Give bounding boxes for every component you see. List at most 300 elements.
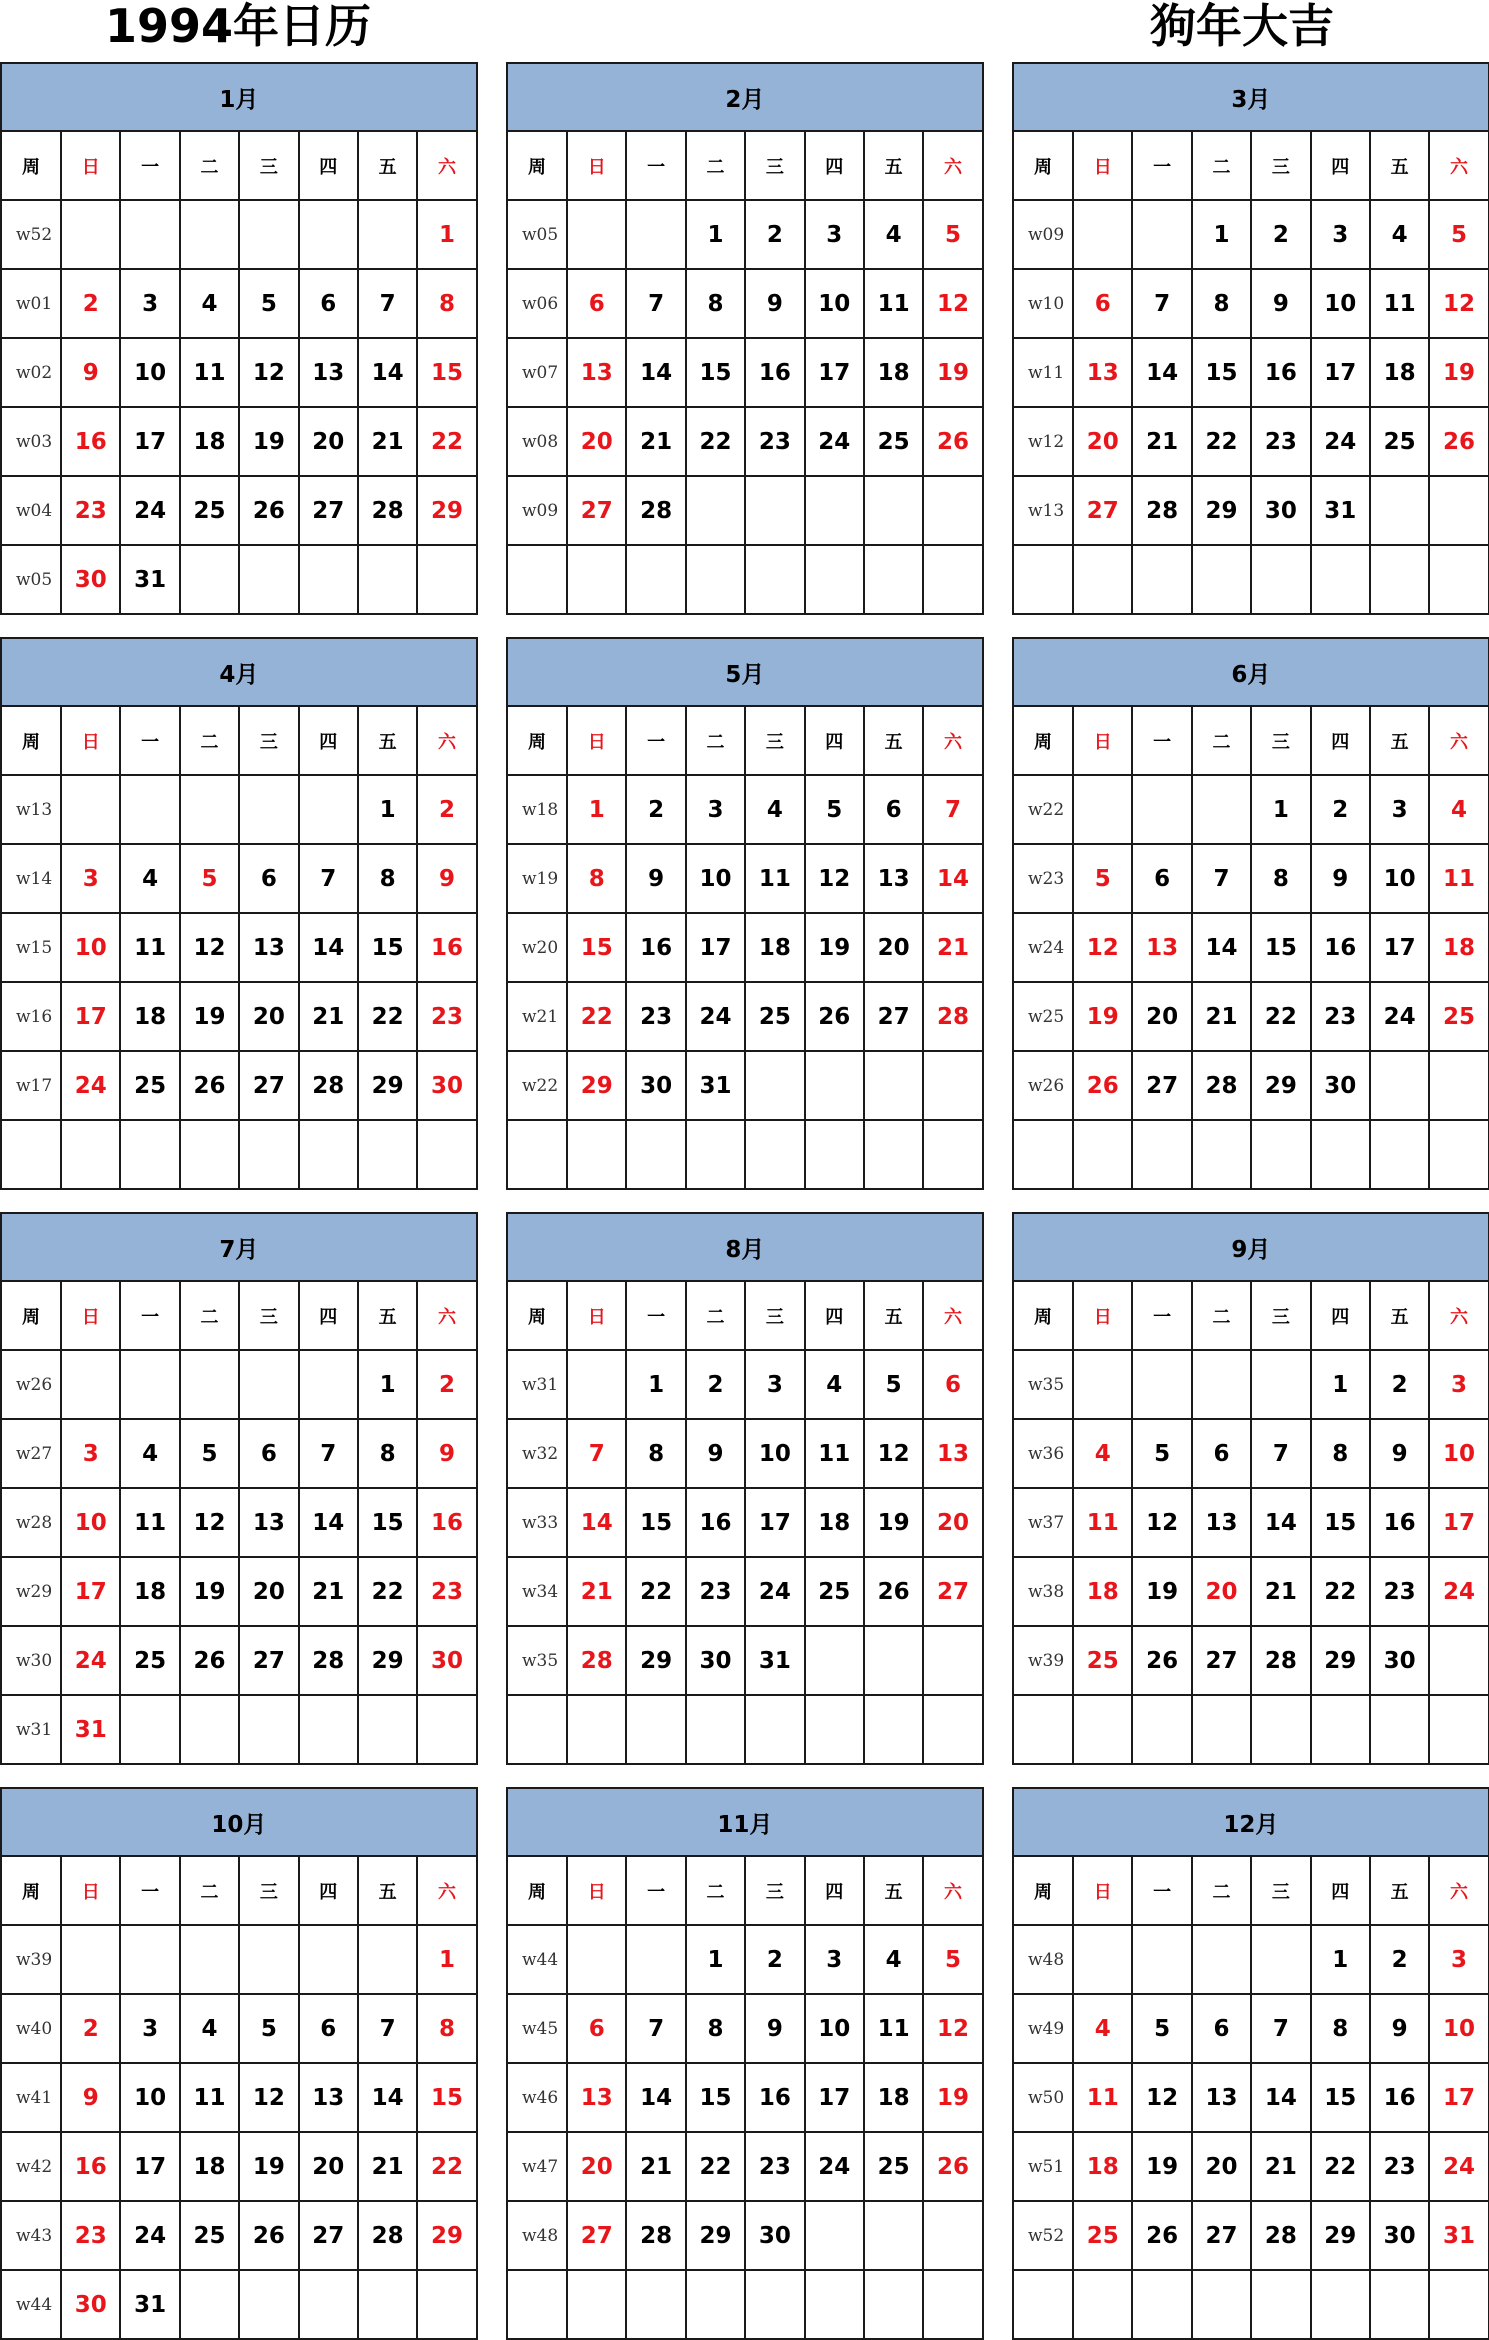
day-cell bbox=[239, 200, 298, 269]
day-cell: 19 bbox=[864, 1488, 923, 1557]
day-cell: 11 bbox=[1429, 844, 1488, 913]
day-cell: 4 bbox=[1429, 775, 1488, 844]
week-number: w46 bbox=[507, 2063, 567, 2132]
weekday-header: 日 bbox=[61, 1281, 120, 1350]
day-cell: 26 bbox=[180, 1626, 239, 1695]
weekday-header: 六 bbox=[417, 706, 476, 775]
day-cell: 8 bbox=[686, 269, 745, 338]
week-row bbox=[1013, 1925, 1489, 1994]
day-cell: 12 bbox=[1073, 913, 1132, 982]
day-cell: 27 bbox=[1192, 1626, 1251, 1695]
day-cell: 2 bbox=[61, 269, 120, 338]
day-cell: 28 bbox=[299, 1626, 358, 1695]
day-cell: 22 bbox=[686, 2132, 745, 2201]
week-number: w31 bbox=[507, 1350, 567, 1419]
week-row bbox=[507, 2270, 983, 2339]
day-cell: 29 bbox=[686, 2201, 745, 2270]
day-cell: 30 bbox=[61, 545, 120, 614]
week-row bbox=[1013, 2270, 1489, 2339]
day-cell: 5 bbox=[923, 1925, 982, 1994]
weekday-header: 六 bbox=[1429, 706, 1488, 775]
day-cell: 24 bbox=[61, 1051, 120, 1120]
day-cell: 10 bbox=[120, 338, 179, 407]
day-cell: 6 bbox=[299, 269, 358, 338]
day-cell: 1 bbox=[626, 1350, 685, 1419]
day-cell: 16 bbox=[1311, 913, 1370, 982]
day-cell bbox=[1073, 1695, 1132, 1764]
day-cell: 5 bbox=[923, 200, 982, 269]
weekday-header: 三 bbox=[745, 1281, 804, 1350]
month-name: 9月 bbox=[1013, 1213, 1489, 1281]
day-cell bbox=[567, 1350, 626, 1419]
weekday-header: 六 bbox=[417, 131, 476, 200]
week-number: w19 bbox=[507, 844, 567, 913]
week-number: w35 bbox=[1013, 1350, 1073, 1419]
day-cell: 12 bbox=[923, 269, 982, 338]
month-name: 5月 bbox=[507, 638, 983, 706]
day-cell: 25 bbox=[180, 476, 239, 545]
day-cell: 22 bbox=[417, 407, 476, 476]
day-cell: 16 bbox=[745, 2063, 804, 2132]
week-row bbox=[507, 1419, 983, 1488]
day-cell: 4 bbox=[745, 775, 804, 844]
day-cell: 27 bbox=[864, 982, 923, 1051]
week-number: w08 bbox=[507, 407, 567, 476]
day-cell: 18 bbox=[864, 338, 923, 407]
day-cell: 28 bbox=[358, 476, 417, 545]
week-number-header: 周 bbox=[1, 131, 61, 200]
day-cell: 19 bbox=[923, 2063, 982, 2132]
weekday-header: 日 bbox=[567, 1856, 626, 1925]
day-cell: 30 bbox=[1311, 1051, 1370, 1120]
day-cell: 3 bbox=[120, 269, 179, 338]
month-calendar bbox=[506, 1787, 982, 2330]
day-cell: 4 bbox=[120, 1419, 179, 1488]
week-number bbox=[1013, 1695, 1073, 1764]
day-cell: 6 bbox=[299, 1994, 358, 2063]
week-row bbox=[507, 2063, 983, 2132]
weekday-header: 五 bbox=[864, 1856, 923, 1925]
week-row bbox=[1, 2201, 477, 2270]
day-cell: 6 bbox=[1192, 1994, 1251, 2063]
day-cell: 6 bbox=[567, 269, 626, 338]
month-table bbox=[1012, 637, 1489, 1190]
weekday-header: 一 bbox=[1132, 131, 1191, 200]
day-cell: 22 bbox=[1192, 407, 1251, 476]
day-cell: 6 bbox=[923, 1350, 982, 1419]
calendar-title: 1994年日历 bbox=[105, 0, 372, 53]
week-row bbox=[507, 844, 983, 913]
day-cell: 9 bbox=[61, 338, 120, 407]
day-cell: 25 bbox=[864, 407, 923, 476]
weekday-header: 三 bbox=[745, 706, 804, 775]
day-cell bbox=[61, 1925, 120, 1994]
week-row bbox=[1013, 2063, 1489, 2132]
day-cell: 2 bbox=[1370, 1925, 1429, 1994]
week-number: w18 bbox=[507, 775, 567, 844]
month-table bbox=[506, 1787, 984, 2340]
week-row bbox=[1013, 775, 1489, 844]
day-cell: 10 bbox=[1370, 844, 1429, 913]
week-row bbox=[1013, 1994, 1489, 2063]
day-cell: 16 bbox=[1370, 1488, 1429, 1557]
week-number: w07 bbox=[507, 338, 567, 407]
day-cell: 29 bbox=[1251, 1051, 1310, 1120]
week-row bbox=[507, 269, 983, 338]
day-cell bbox=[299, 775, 358, 844]
day-cell: 26 bbox=[239, 476, 298, 545]
day-cell bbox=[239, 1695, 298, 1764]
day-cell: 23 bbox=[745, 407, 804, 476]
day-cell: 12 bbox=[864, 1419, 923, 1488]
day-cell bbox=[864, 1695, 923, 1764]
month-name: 12月 bbox=[1013, 1788, 1489, 1856]
day-cell bbox=[1251, 1925, 1310, 1994]
day-cell: 8 bbox=[1311, 1419, 1370, 1488]
day-cell bbox=[299, 545, 358, 614]
day-cell: 15 bbox=[417, 338, 476, 407]
day-cell bbox=[567, 1120, 626, 1189]
day-cell: 19 bbox=[1073, 982, 1132, 1051]
weekday-header: 三 bbox=[239, 1856, 298, 1925]
day-cell: 12 bbox=[1132, 2063, 1191, 2132]
day-cell bbox=[805, 1120, 864, 1189]
day-cell: 20 bbox=[299, 407, 358, 476]
weekday-header: 四 bbox=[1311, 706, 1370, 775]
day-cell bbox=[745, 1120, 804, 1189]
day-cell: 5 bbox=[805, 775, 864, 844]
day-cell: 11 bbox=[864, 269, 923, 338]
day-cell bbox=[1073, 1925, 1132, 1994]
weekday-header: 一 bbox=[1132, 1281, 1191, 1350]
day-cell bbox=[626, 1120, 685, 1189]
day-cell: 25 bbox=[1073, 1626, 1132, 1695]
week-number: w22 bbox=[1013, 775, 1073, 844]
day-cell: 14 bbox=[626, 2063, 685, 2132]
day-cell: 3 bbox=[61, 1419, 120, 1488]
day-cell: 17 bbox=[745, 1488, 804, 1557]
month-calendar bbox=[0, 62, 476, 605]
week-number: w20 bbox=[507, 913, 567, 982]
day-cell: 25 bbox=[745, 982, 804, 1051]
day-cell: 17 bbox=[1370, 913, 1429, 982]
day-cell: 12 bbox=[1429, 269, 1488, 338]
week-number: w17 bbox=[1, 1051, 61, 1120]
month-table bbox=[0, 1787, 478, 2340]
day-cell: 13 bbox=[1192, 2063, 1251, 2132]
day-cell bbox=[1429, 1120, 1488, 1189]
day-cell: 20 bbox=[1192, 2132, 1251, 2201]
day-cell: 2 bbox=[61, 1994, 120, 2063]
day-cell: 18 bbox=[120, 1557, 179, 1626]
day-cell: 27 bbox=[567, 2201, 626, 2270]
weekday-header: 四 bbox=[805, 1281, 864, 1350]
week-row bbox=[1, 982, 477, 1051]
day-cell: 21 bbox=[299, 982, 358, 1051]
day-cell bbox=[923, 2201, 982, 2270]
day-cell: 1 bbox=[1311, 1350, 1370, 1419]
day-cell: 4 bbox=[864, 1925, 923, 1994]
day-cell: 17 bbox=[805, 338, 864, 407]
week-number: w49 bbox=[1013, 1994, 1073, 2063]
weekday-header: 二 bbox=[1192, 131, 1251, 200]
month-name: 11月 bbox=[507, 1788, 983, 1856]
day-cell: 28 bbox=[1251, 2201, 1310, 2270]
week-row bbox=[1013, 1626, 1489, 1695]
day-cell: 24 bbox=[745, 1557, 804, 1626]
day-cell: 26 bbox=[864, 1557, 923, 1626]
day-cell: 8 bbox=[1192, 269, 1251, 338]
weekday-header: 四 bbox=[1311, 1281, 1370, 1350]
day-cell bbox=[686, 2270, 745, 2339]
day-cell: 25 bbox=[864, 2132, 923, 2201]
week-number-header: 周 bbox=[1, 1281, 61, 1350]
weekday-header: 二 bbox=[686, 1281, 745, 1350]
day-cell: 1 bbox=[358, 775, 417, 844]
day-cell: 11 bbox=[180, 338, 239, 407]
day-cell: 15 bbox=[567, 913, 626, 982]
day-cell: 23 bbox=[1251, 407, 1310, 476]
day-cell: 13 bbox=[567, 338, 626, 407]
weekday-header: 五 bbox=[358, 131, 417, 200]
week-row bbox=[507, 1350, 983, 1419]
day-cell: 27 bbox=[923, 1557, 982, 1626]
day-cell: 14 bbox=[299, 1488, 358, 1557]
day-cell bbox=[626, 1695, 685, 1764]
weekday-header: 日 bbox=[61, 1856, 120, 1925]
day-cell bbox=[1370, 545, 1429, 614]
weekday-header: 日 bbox=[1073, 131, 1132, 200]
day-cell bbox=[358, 545, 417, 614]
day-cell: 2 bbox=[417, 1350, 476, 1419]
day-cell: 1 bbox=[567, 775, 626, 844]
day-cell: 3 bbox=[686, 775, 745, 844]
day-cell bbox=[120, 200, 179, 269]
weekday-header: 四 bbox=[299, 1281, 358, 1350]
week-number-header: 周 bbox=[507, 706, 567, 775]
week-row bbox=[1013, 2132, 1489, 2201]
week-number bbox=[507, 1120, 567, 1189]
weekday-header: 二 bbox=[686, 131, 745, 200]
day-cell: 28 bbox=[1251, 1626, 1310, 1695]
day-cell: 9 bbox=[61, 2063, 120, 2132]
day-cell bbox=[1192, 1695, 1251, 1764]
day-cell: 13 bbox=[239, 1488, 298, 1557]
day-cell: 11 bbox=[745, 844, 804, 913]
weekday-header: 二 bbox=[686, 1856, 745, 1925]
day-cell bbox=[567, 2270, 626, 2339]
day-cell: 20 bbox=[567, 407, 626, 476]
day-cell: 21 bbox=[626, 2132, 685, 2201]
day-cell: 15 bbox=[626, 1488, 685, 1557]
week-row bbox=[1, 269, 477, 338]
month-name: 8月 bbox=[507, 1213, 983, 1281]
day-cell: 18 bbox=[1429, 913, 1488, 982]
week-number: w13 bbox=[1, 775, 61, 844]
day-cell: 27 bbox=[299, 2201, 358, 2270]
week-number: w48 bbox=[1013, 1925, 1073, 1994]
week-row bbox=[1013, 1488, 1489, 1557]
day-cell bbox=[686, 476, 745, 545]
day-cell: 17 bbox=[1311, 338, 1370, 407]
day-cell bbox=[864, 2201, 923, 2270]
day-cell bbox=[805, 2201, 864, 2270]
day-cell: 21 bbox=[567, 1557, 626, 1626]
day-cell: 7 bbox=[358, 269, 417, 338]
day-cell bbox=[1192, 1120, 1251, 1189]
day-cell: 26 bbox=[805, 982, 864, 1051]
day-cell: 17 bbox=[61, 982, 120, 1051]
day-cell: 6 bbox=[1073, 269, 1132, 338]
week-row bbox=[1, 1925, 477, 1994]
day-cell: 29 bbox=[567, 1051, 626, 1120]
weekday-header: 三 bbox=[1251, 1281, 1310, 1350]
day-cell: 17 bbox=[120, 407, 179, 476]
day-cell bbox=[567, 545, 626, 614]
day-cell: 15 bbox=[1311, 2063, 1370, 2132]
week-number: w01 bbox=[1, 269, 61, 338]
day-cell: 5 bbox=[1132, 1994, 1191, 2063]
day-cell bbox=[864, 1051, 923, 1120]
week-number: w33 bbox=[507, 1488, 567, 1557]
day-cell bbox=[805, 1695, 864, 1764]
day-cell: 20 bbox=[567, 2132, 626, 2201]
month-calendar bbox=[506, 1212, 982, 1755]
day-cell: 17 bbox=[1429, 2063, 1488, 2132]
day-cell bbox=[1429, 2270, 1488, 2339]
week-number: w43 bbox=[1, 2201, 61, 2270]
day-cell: 22 bbox=[1311, 1557, 1370, 1626]
weekday-header: 日 bbox=[1073, 706, 1132, 775]
weekday-header: 二 bbox=[180, 1281, 239, 1350]
day-cell: 30 bbox=[1251, 476, 1310, 545]
weekday-header: 一 bbox=[626, 706, 685, 775]
week-row bbox=[1013, 1419, 1489, 1488]
day-cell: 16 bbox=[417, 1488, 476, 1557]
day-cell: 10 bbox=[745, 1419, 804, 1488]
week-row bbox=[1, 1120, 477, 1189]
day-cell bbox=[358, 2270, 417, 2339]
day-cell bbox=[358, 1120, 417, 1189]
day-cell: 12 bbox=[805, 844, 864, 913]
week-row bbox=[1013, 913, 1489, 982]
day-cell: 7 bbox=[626, 1994, 685, 2063]
day-cell: 8 bbox=[626, 1419, 685, 1488]
weekday-header: 五 bbox=[864, 706, 923, 775]
day-cell bbox=[745, 545, 804, 614]
weekday-header: 一 bbox=[120, 1281, 179, 1350]
week-number bbox=[507, 1695, 567, 1764]
day-cell: 23 bbox=[61, 476, 120, 545]
day-cell bbox=[180, 1925, 239, 1994]
day-cell bbox=[1370, 1695, 1429, 1764]
day-cell bbox=[805, 545, 864, 614]
day-cell: 17 bbox=[61, 1557, 120, 1626]
day-cell bbox=[805, 1051, 864, 1120]
week-row bbox=[507, 338, 983, 407]
day-cell bbox=[805, 476, 864, 545]
week-row bbox=[1013, 982, 1489, 1051]
week-row bbox=[1013, 269, 1489, 338]
day-cell: 2 bbox=[1311, 775, 1370, 844]
day-cell: 19 bbox=[180, 1557, 239, 1626]
day-cell bbox=[1192, 1350, 1251, 1419]
week-number: w34 bbox=[507, 1557, 567, 1626]
week-number: w50 bbox=[1013, 2063, 1073, 2132]
week-number: w28 bbox=[1, 1488, 61, 1557]
day-cell bbox=[1132, 1120, 1191, 1189]
week-number: w04 bbox=[1, 476, 61, 545]
day-cell: 22 bbox=[1311, 2132, 1370, 2201]
day-cell: 31 bbox=[1311, 476, 1370, 545]
day-cell: 6 bbox=[864, 775, 923, 844]
month-table bbox=[0, 1212, 478, 1765]
week-number: w12 bbox=[1013, 407, 1073, 476]
day-cell bbox=[1192, 2270, 1251, 2339]
day-cell: 3 bbox=[1429, 1350, 1488, 1419]
day-cell: 30 bbox=[61, 2270, 120, 2339]
day-cell: 14 bbox=[1132, 338, 1191, 407]
weekday-header: 日 bbox=[1073, 1281, 1132, 1350]
day-cell bbox=[1073, 1350, 1132, 1419]
day-cell: 28 bbox=[567, 1626, 626, 1695]
week-row bbox=[1, 1419, 477, 1488]
weekday-header: 二 bbox=[180, 131, 239, 200]
week-number: w35 bbox=[507, 1626, 567, 1695]
day-cell bbox=[567, 1925, 626, 1994]
day-cell: 20 bbox=[299, 2132, 358, 2201]
day-cell: 3 bbox=[1429, 1925, 1488, 1994]
day-cell bbox=[864, 545, 923, 614]
week-row bbox=[507, 2132, 983, 2201]
day-cell: 24 bbox=[1429, 1557, 1488, 1626]
day-cell bbox=[1370, 2270, 1429, 2339]
month-name: 7月 bbox=[1, 1213, 477, 1281]
week-number-header: 周 bbox=[1013, 1281, 1073, 1350]
day-cell bbox=[299, 1120, 358, 1189]
week-row bbox=[1, 2063, 477, 2132]
day-cell: 28 bbox=[1132, 476, 1191, 545]
month-table bbox=[1012, 1212, 1489, 1765]
day-cell: 26 bbox=[1429, 407, 1488, 476]
day-cell bbox=[180, 545, 239, 614]
day-cell: 22 bbox=[626, 1557, 685, 1626]
day-cell bbox=[239, 2270, 298, 2339]
day-cell: 16 bbox=[1251, 338, 1310, 407]
day-cell: 26 bbox=[1132, 2201, 1191, 2270]
day-cell bbox=[120, 1925, 179, 1994]
weekday-header: 四 bbox=[299, 131, 358, 200]
day-cell: 2 bbox=[1251, 200, 1310, 269]
day-cell bbox=[239, 775, 298, 844]
day-cell: 5 bbox=[239, 269, 298, 338]
day-cell: 13 bbox=[567, 2063, 626, 2132]
month-name: 6月 bbox=[1013, 638, 1489, 706]
week-row bbox=[1013, 844, 1489, 913]
week-number: w42 bbox=[1, 2132, 61, 2201]
week-number-header: 周 bbox=[507, 1281, 567, 1350]
day-cell: 20 bbox=[923, 1488, 982, 1557]
day-cell: 21 bbox=[1251, 1557, 1310, 1626]
day-cell: 12 bbox=[923, 1994, 982, 2063]
week-number: w11 bbox=[1013, 338, 1073, 407]
day-cell bbox=[1073, 1120, 1132, 1189]
day-cell: 8 bbox=[417, 1994, 476, 2063]
day-cell bbox=[1132, 1925, 1191, 1994]
day-cell: 8 bbox=[1311, 1994, 1370, 2063]
week-number: w48 bbox=[507, 2201, 567, 2270]
day-cell: 20 bbox=[1132, 982, 1191, 1051]
